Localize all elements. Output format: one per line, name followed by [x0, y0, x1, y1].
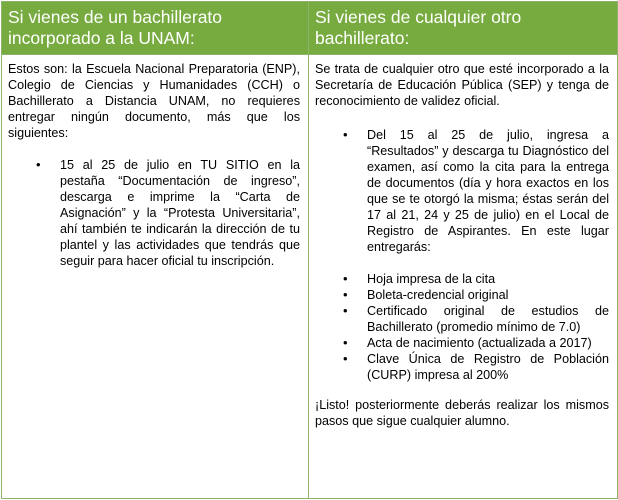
document-item-acta: • Acta de nacimiento (actualizada a 2017) — [367, 335, 609, 351]
document-item-cita: • Hoja impresa de la cita — [367, 271, 609, 287]
document-item-boleta: • Boleta-credencial original — [367, 287, 609, 303]
document-item-certificado: • Certificado original de estudios de Bachillerato (promedio mínimo de 7.0) — [367, 303, 609, 335]
right-closing: ¡Listo! posteriormente deberás realizar los mismos pasos que sigue cualquier alumno. — [315, 398, 609, 428]
left-bullet-list — [8, 157, 300, 269]
right-bullet-item: • Del 15 al 25 de julio, ingresa a “Resultados” y descarga tu Diagnóstico del examen, así como la cita para la entrega de documentos (día y hora exactos en los que se te otorgó la misma; éstas serán del 17 al 21, 24 y 25 de julio) en el Local de Registro de Aspirantes. En este lugar entregarás: — [367, 127, 609, 255]
document-item-curp: • Clave Única de Registro de Población (CURP) impresa al 200% — [367, 351, 609, 383]
right-bullet-list — [315, 127, 609, 255]
left-bullet-item: • 15 al 25 de julio en TU SITIO en la pestaña “Documentación de ingreso”, descarga e imprime la “Carta de Asignación” y la “Protesta Universitaria”, ahí también te indicarán la dirección de tu plantel y las actividades que tendrás que seguir para hacer oficial tu inscripción. — [60, 157, 300, 269]
body-row — [2, 55, 618, 499]
left-intro: Estos son: la Escuela Nacional Preparatoria (ENP), Colegio de Ciencias y Humanidades (CCH) o Bachillerato a Distancia UNAM, no requieres entregar ningún documento, más que los siguientes: — [8, 62, 300, 140]
header-unam-incorporated: Si vienes de un bachillerato incorporado a la UNAM: — [2, 2, 309, 55]
right-intro: Se trata de cualquier otro que esté incorporado a la Secretaría de Educación Pública (SEP) y tenga de reconocimiento de validez oficial. — [315, 62, 609, 108]
requirements-table — [1, 1, 618, 499]
header-other-bachillerato: Si vienes de cualquier otro bachillerato: — [309, 2, 618, 55]
right-column-content — [309, 55, 618, 499]
header-row — [2, 2, 618, 55]
documents-list — [315, 271, 609, 383]
left-column-content — [2, 55, 309, 499]
